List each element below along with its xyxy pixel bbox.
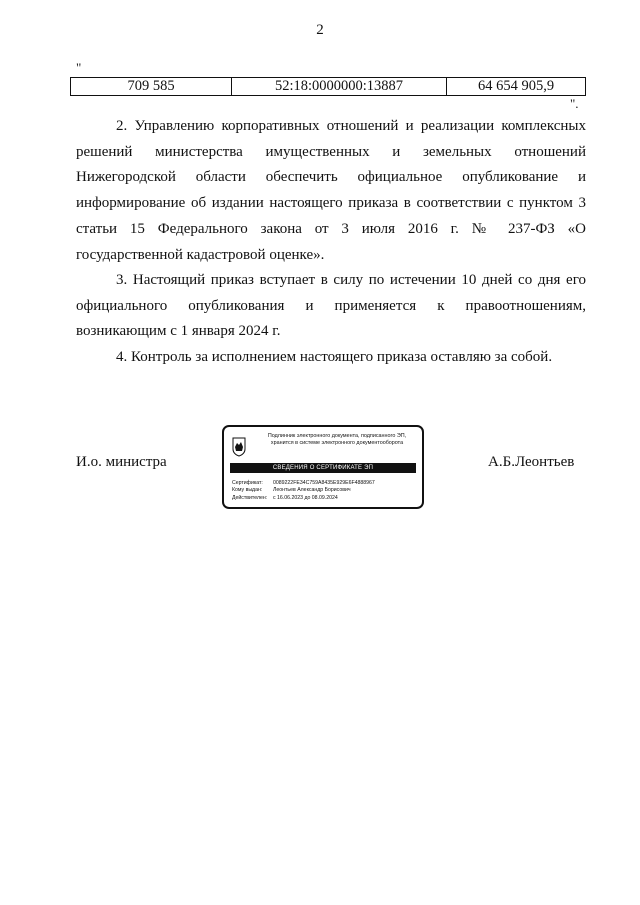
stamp-certificate-line — [232, 480, 422, 487]
table-row — [71, 78, 586, 96]
table-cell-value: 64 654 905,9 — [447, 78, 586, 96]
stamp-band: СВЕДЕНИЯ О СЕРТИФИКАТЕ ЭП — [230, 463, 416, 473]
stamp-valid-line — [232, 495, 422, 502]
issued-to-label: Кому выдан: — [232, 487, 263, 494]
stamp-header-line: хранится в системе электронного документооборота — [270, 440, 404, 446]
stamp-header — [252, 433, 422, 447]
stamp-header-line: Подлинник электронного документа, подписанного ЭП, — [267, 433, 407, 439]
valid-value: с 16.06.2023 до 08.09.2024 — [273, 494, 338, 501]
issued-to-value: Леонтьев Александр Борисович — [273, 487, 351, 494]
signatory-name: А.Б.Леонтьев — [488, 454, 575, 470]
quote-close-mark: ". — [570, 96, 579, 111]
certificate-label: Сертификат: — [232, 480, 263, 486]
cadastral-table — [70, 77, 586, 96]
paragraph-3: 3. Настоящий приказ вступает в силу по истечении 10 дней со дня его официального опубликования и применяется к правоотношениям, возникающим с 1 января 2024 г. — [76, 272, 586, 340]
stamp-issued-to-line — [232, 487, 422, 494]
table-cell-cadastral-number: 52:18:0000000:13887 — [232, 78, 447, 96]
certificate-value: 0089222FE34C759A8435E929E6F4888967 — [273, 480, 375, 486]
electronic-signature-stamp — [222, 425, 424, 509]
signatory-position: И.о. министра — [76, 454, 167, 470]
table-cell-number: 709 585 — [71, 78, 232, 96]
stamp-details — [232, 480, 422, 502]
paragraph-4: 4. Контроль за исполнением настоящего приказа оставляю за собой. — [116, 349, 553, 365]
paragraph-2: 2. Управлению корпоративных отношений и реализации комплексных решений министерства имущественных и земельных отношений Нижегородской области обеспечить официальное опубликование и информирование об издании настоящего приказа в соответствии с пунктом 3 статьи 15 Федерального закона от 3 июля 2016 г. № 237-ФЗ «О государственной кадастровой оценке». — [76, 118, 586, 263]
quote-open-mark: " — [76, 60, 82, 75]
page-number: 2 — [316, 22, 324, 38]
coat-of-arms-icon — [232, 437, 246, 457]
valid-label: Действителен: — [232, 494, 268, 501]
